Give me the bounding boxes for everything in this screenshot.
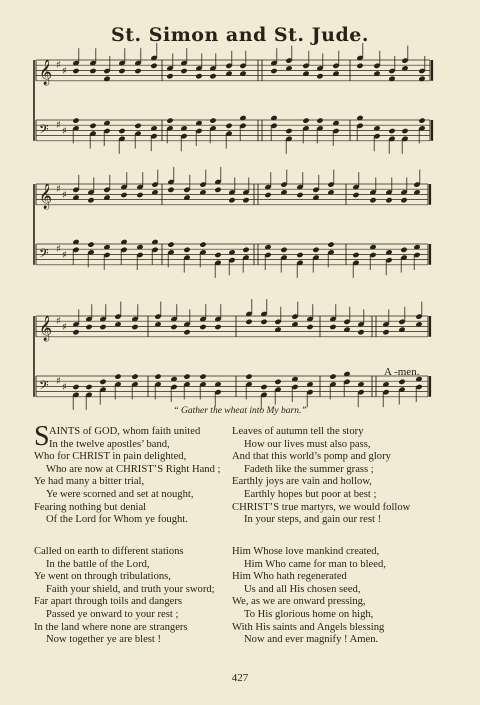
note-head — [85, 384, 92, 390]
key-signature-sharp-icon: ♯ — [56, 184, 61, 195]
note-head — [352, 252, 359, 258]
note-head — [167, 187, 174, 193]
stanza-4-line-8: Now and ever magnify ! Amen. — [244, 634, 379, 646]
note-head — [199, 324, 206, 330]
treble-clef-icon: 𝄞 — [39, 316, 53, 341]
note-head — [296, 252, 303, 258]
note-head — [134, 123, 141, 129]
note-head — [329, 373, 336, 379]
stanza-2-line-1: Leaves of autumn tell the story — [232, 426, 364, 437]
note-head — [167, 241, 174, 247]
stanza-4-line-5: We, as we are onward pressing, — [232, 596, 366, 608]
note-head — [87, 241, 94, 247]
stanza-2-line-5: Earthly joys are vain and hollow, — [232, 476, 372, 488]
note-head — [131, 324, 138, 330]
stanza-3-line-8: Now together ye are blest ! — [46, 634, 162, 646]
note-head — [183, 247, 190, 253]
stanza-1 — [34, 421, 234, 527]
note-head — [260, 319, 267, 325]
note-head — [131, 373, 138, 379]
stanza-1-line-3: Who for CHRIST in pain delighted, — [34, 451, 187, 463]
note-head — [166, 73, 173, 79]
key-signature-sharp-icon: ♯ — [56, 60, 61, 71]
note-head — [214, 252, 221, 258]
stanza-4-line-4: Us and all His chosen seed, — [244, 583, 361, 595]
note-head — [418, 117, 425, 123]
note-head — [398, 379, 405, 385]
note-head — [388, 128, 395, 134]
note-head — [242, 247, 249, 253]
note-head — [199, 241, 206, 247]
note-head — [245, 373, 252, 379]
note-head — [154, 373, 161, 379]
treble-clef-icon: 𝄞 — [39, 184, 53, 209]
note-head — [385, 197, 392, 203]
note-head — [214, 324, 221, 330]
note-head — [89, 123, 96, 129]
stanza-3-line-2: In the battle of the Lord, — [46, 558, 150, 570]
note-head — [327, 241, 334, 247]
note-head — [245, 319, 252, 325]
stanza-4 — [232, 546, 442, 647]
note-head — [369, 197, 376, 203]
epigraph: “ Gather the wheat into My barn.” — [173, 406, 307, 416]
note-head — [209, 117, 216, 123]
treble-clef-icon: 𝄞 — [39, 60, 53, 85]
note-head — [118, 68, 125, 74]
note-head — [166, 117, 173, 123]
stanza-2-line-3: And that this world’s pomp and glory — [232, 451, 391, 463]
stanza-1-line-5: Ye had many a bitter trial, — [34, 476, 145, 488]
note-head — [136, 192, 143, 198]
key-signature-sharp-icon: ♯ — [62, 250, 67, 261]
note-head — [214, 187, 221, 193]
stanza-3-line-7: In the land where none are strangers — [34, 621, 188, 633]
note-head — [85, 324, 92, 330]
stanza-4-line-6: To His glorious home on high, — [244, 608, 374, 620]
note-head — [401, 128, 408, 134]
stanza-3-line-4: Faith your shield, and truth your sword; — [46, 583, 215, 595]
note-head — [183, 329, 190, 335]
note-head — [183, 373, 190, 379]
note-head — [72, 384, 79, 390]
stanza-1-line-6: Ye were scorned and set at nought, — [46, 488, 194, 500]
bass-clef-icon: 𝄢 — [39, 246, 49, 264]
page-title: St. Simon and St. Jude. — [111, 24, 369, 46]
stanza-1-line-7: Fearing nothing but denial — [34, 501, 147, 513]
stanza-3-line-3: Ye went on through tribulations, — [34, 571, 171, 583]
key-signature-sharp-icon: ♯ — [56, 316, 61, 327]
note-head — [329, 324, 336, 330]
stanza-3-line-1: Called on earth to different stations — [34, 546, 184, 557]
stanza-2-line-2: How our lives must also pass, — [244, 438, 371, 450]
stanza-1-line-8: Of the Lord for Whom ye fought. — [46, 514, 188, 526]
note-head — [316, 117, 323, 123]
note-head — [242, 197, 249, 203]
key-signature-sharp-icon: ♯ — [62, 66, 67, 77]
note-head — [72, 68, 79, 74]
stanza-2-line-8: In your steps, and gain our rest ! — [244, 514, 382, 526]
key-signature-sharp-icon: ♯ — [56, 244, 61, 255]
key-signature-sharp-icon: ♯ — [56, 120, 61, 131]
note-head — [99, 379, 106, 385]
stanza-3 — [34, 546, 234, 647]
note-head — [199, 373, 206, 379]
note-head — [400, 247, 407, 253]
note-head — [118, 128, 125, 134]
key-signature-sharp-icon: ♯ — [62, 190, 67, 201]
note-head — [264, 192, 271, 198]
note-head — [150, 63, 157, 69]
stanza-1-line-4: Who are now at CHRIST’S Right Hand ; — [46, 463, 221, 475]
note-head — [99, 324, 106, 330]
note-head — [285, 128, 292, 134]
note-head — [195, 73, 202, 79]
bass-clef-icon: 𝄢 — [39, 122, 49, 140]
note-head — [209, 73, 216, 79]
stanza-4-line-1: Him Whose love mankind created, — [232, 546, 380, 557]
stanza-4-line-7: With His saints and Angels blessing — [232, 621, 385, 633]
stanza-2-line-4: Fadeth like the summer grass ; — [244, 463, 374, 475]
key-signature-sharp-icon: ♯ — [62, 126, 67, 137]
amen-lyric: A -men. — [384, 366, 420, 378]
note-head — [357, 329, 364, 335]
note-head — [225, 123, 232, 129]
note-head — [306, 324, 313, 330]
note-head — [316, 73, 323, 79]
note-head — [400, 197, 407, 203]
note-head — [134, 68, 141, 74]
note-head — [312, 247, 319, 253]
key-signature-sharp-icon: ♯ — [62, 382, 67, 393]
key-signature-sharp-icon: ♯ — [62, 322, 67, 333]
note-head — [87, 197, 94, 203]
stanza-2-line-6: Earthly hopes but poor at best ; — [244, 488, 377, 500]
bass-clef-icon: 𝄢 — [39, 378, 49, 396]
note-head — [120, 192, 127, 198]
stanza-2-line-7: CHRIST’S true martyrs, we would follow — [232, 501, 411, 513]
stanza-2 — [232, 426, 442, 527]
page-number: 427 — [231, 672, 249, 684]
note-head — [352, 192, 359, 198]
stanza-1-line-2: In the twelve apostles’ band, — [49, 438, 170, 450]
stanza-4-line-3: Him Who hath regenerated — [232, 571, 347, 583]
note-head — [228, 197, 235, 203]
stanza-4-line-2: Him Who came for man to bleed, — [244, 558, 386, 570]
note-head — [274, 379, 281, 385]
note-head — [170, 324, 177, 330]
drop-cap: S — [34, 421, 50, 452]
key-signature-sharp-icon: ♯ — [56, 376, 61, 387]
note-head — [296, 192, 303, 198]
note-head — [356, 63, 363, 69]
note-head — [270, 68, 277, 74]
note-head — [180, 68, 187, 74]
stanza-3-line-6: Passed ye onward to your rest ; — [46, 608, 179, 620]
note-head — [302, 117, 309, 123]
note-head — [114, 373, 121, 379]
note-head — [280, 247, 287, 253]
note-head — [89, 68, 96, 74]
note-head — [382, 329, 389, 335]
stanza-1-line-1-text: AINTS of GOD, whom faith united — [49, 426, 201, 437]
note-head — [260, 384, 267, 390]
note-head — [72, 117, 79, 123]
note-head — [72, 329, 79, 335]
stanza-3-line-5: Far apart through toils and dangers — [34, 596, 182, 608]
